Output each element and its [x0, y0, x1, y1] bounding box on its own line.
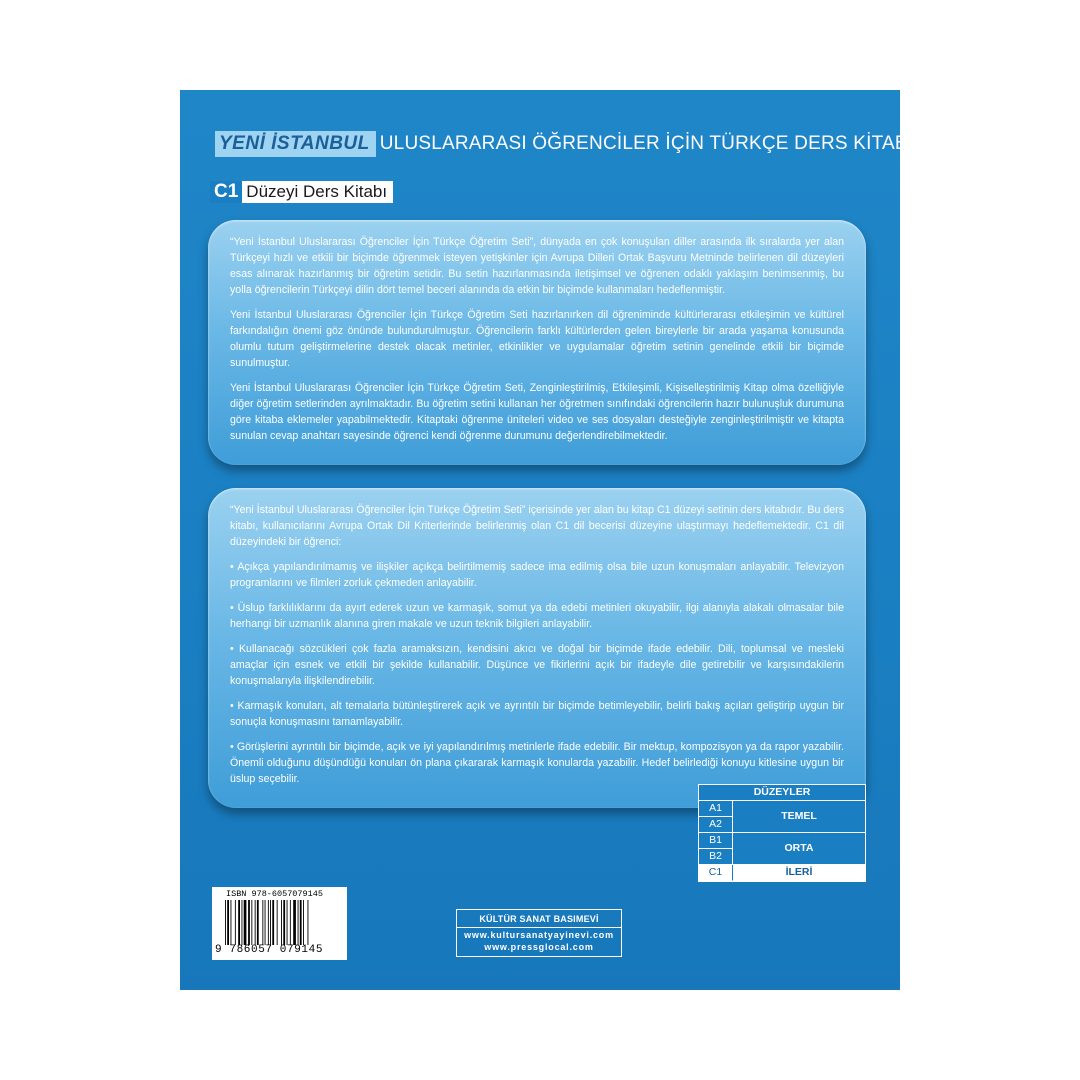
skill-bullet: • Üslup farklılıklarını da ayırt ederek uzun ve karmaşık, somut ya da edebi metinleri okuyabilir, ilgi alanıyla alakalı olmasalar bile herhangi bir uzmanlık alanına giren makale ve uzun teknik bilgileri anlayabilir. — [230, 602, 844, 630]
description-paragraph: Yeni İstanbul Uluslararası Öğrenciler İçin Türkçe Öğretim Seti, Zenginleştirilmiş, Etkileşimli, Kişiselleştirilmiş Kitap olma özelliğiyle diğer öğretim setlerinden ayrılmaktadır. Bu öğretim setini kullanan her öğretmen sınıfındaki öğrencilerin hazır bulunuşluk durumuna göre kitaba eklemeler yapabilmektedir. Kitaptaki öğrenme üniteleri video ve ses dosyaları desteğiyle zenginleştirilmiştir ve kitapta sunulan cevap anahtarı sayesinde öğrenci kendi öğrenme durumunu değerlendirebilmektedir. — [230, 382, 844, 442]
book-back-cover — [180, 90, 914, 990]
description-paragraph: “Yeni İstanbul Uluslararası Öğrenciler İçin Türkçe Öğretim Seti”, dünyada en çok konuşulan diller arasında ilk sıralarda yer alan Türkçeyi hızlı ve etkili bir biçimde öğrenmek isteyen yetişkinler için Avrupa Dilleri Ortak Başvuru Metninde belirlenen dil düzeyleri esas alınarak hazırlanmış bir öğretim setidir. Bu setin hazırlanmasında iletişimsel ve öğrenen odaklı yaklaşım benimsenmiş, bu yolla öğrencilerin Türkçeyi dilin dört temel beceri alanında da etkin bir biçimde kullanmaları hedeflenmiştir. — [230, 236, 844, 296]
level-name-temel: TEMEL — [733, 801, 865, 833]
publisher-name: KÜLTÜR SANAT BASIMEVİ — [457, 913, 621, 928]
level-code: C1 — [210, 181, 242, 203]
level-skills-panel — [208, 488, 866, 808]
skill-bullet: • Açıkça yapılandırılmamış ve ilişkiler açıkça belirtilmemiş sadece ima edilmiş olsa bile uzun konuşmaları anlayabilir. Televizyon programlarını ve filmleri zorluk çekmeden anlayabilir. — [230, 561, 844, 589]
publisher-box — [456, 909, 622, 957]
levels-table — [698, 784, 866, 882]
barcode-bars — [224, 900, 342, 945]
level-cell-b1: B1 — [699, 833, 733, 849]
level-cell-c1: C1 — [699, 865, 733, 881]
level-cell-a1: A1 — [699, 801, 733, 817]
isbn-number: 9 786057 079145 — [215, 944, 324, 956]
level-cell-b2: B2 — [699, 849, 733, 865]
skill-bullet: • Görüşlerini ayrıntılı bir biçimde, açık ve iyi yapılandırılmış metinlerle ifade edebilir. Bir mektup, kompozisyon ya da rapor yazabilir. Önemli olduğunu düşündüğü konuları ön plana çıkararak karmaşık konularda yazabilir. Hedef belirlediği konuyu kitlesine uygun bir üslup seçebilir. — [230, 741, 844, 785]
skills-intro: “Yeni İstanbul Uluslararası Öğrenciler İçin Türkçe Öğretim Seti” içerisinde yer alan bu kitap C1 düzeyi setinin ders kitabıdır. Bu ders kitabı, kullanıcılarını Avrupa Ortak Dil Kriterlerinde belirlenmiş olan C1 dil becerisi düzeyine ulaştırmayı hedeflemektedir. C1 dil düzeyindeki bir öğrenci: — [230, 504, 844, 548]
series-subtitle: ULUSLARARASI ÖĞRENCİLER İÇİN TÜRKÇE DERS KİTABI — [379, 133, 914, 154]
series-title — [215, 130, 913, 158]
level-label: Düzeyi Ders Kitabı — [242, 181, 393, 203]
skill-bullet: • Kullanacağı sözcükleri çok fazla aramaksızın, kendisini akıcı ve doğal bir biçimde ifade edebilir. Dili, toplumsal ve mesleki amaçlar için esnek ve etkili bir şekilde kullanabilir. Düşünce ve fikirlerini açık bir ifadeyle dile getirebilir ve karşısındakilerin konuşmalarıyla ilişkilendirebilir. — [230, 643, 844, 687]
level-name-ileri: İLERİ — [733, 865, 865, 881]
skill-bullet: • Karmaşık konuları, alt temalarla bütünleştirerek açık ve ayrıntılı bir biçimde betimleyebilir, belirli bakış açıları geliştirip uygun bir sonuçla konuşmasını tamamlayabilir. — [230, 700, 844, 728]
series-name: YENİ İSTANBUL — [215, 131, 376, 157]
level-title — [210, 180, 393, 204]
publisher-website: www.kultursanatyayinevi.com — [464, 930, 614, 940]
level-name-orta: ORTA — [733, 833, 865, 865]
isbn-label: ISBN 978-6057079145 — [226, 889, 323, 899]
description-panel — [208, 220, 866, 465]
description-paragraph: Yeni İstanbul Uluslararası Öğrenciler İçin Türkçe Öğretim Seti hazırlanırken dil öğreniminde kültürlerarası etkileşimin ve kültürel farkındalığın önemi göz önünde bulundurulmuştur. Öğrencilerin farklı kültürlerden gelen bireylerle bir arada yaşama konusunda olumlu tutum geliştirmelerine destek olacak metinler, etkinlikler ve uygulamalar öğretim setinin genelinde etkili bir biçimde sunulmuştur. — [230, 309, 844, 369]
publisher-website-2: www.pressglocal.com — [484, 942, 594, 952]
levels-table-header: DÜZEYLER — [699, 785, 865, 801]
isbn-barcode — [212, 887, 347, 960]
level-cell-a2: A2 — [699, 817, 733, 833]
